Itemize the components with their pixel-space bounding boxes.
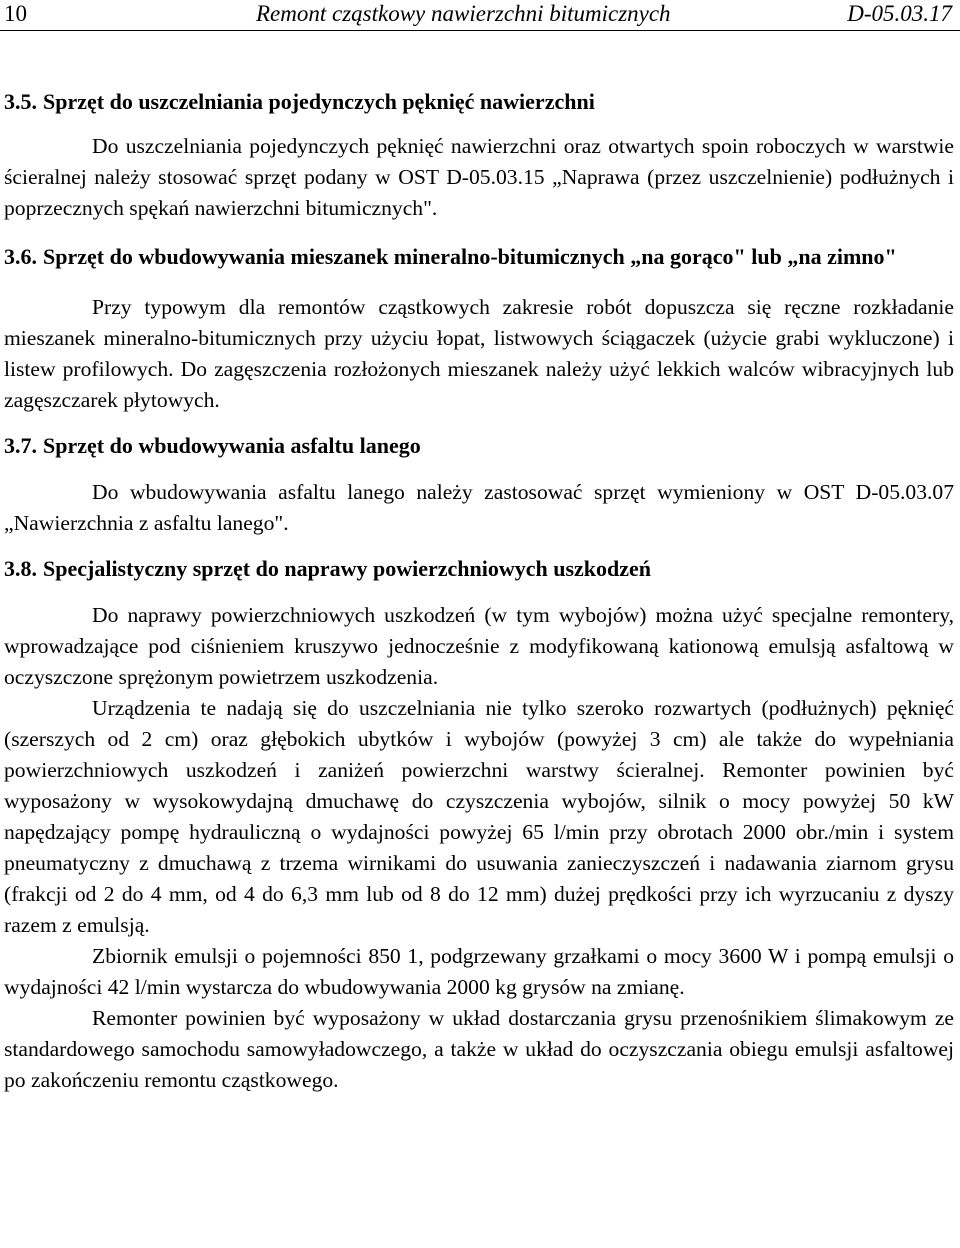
paragraph: Do uszczelniania pojedynczych pęknięć nawierzchni oraz otwartych spoin roboczych w warstwie ścieralnej należy stosować sprzęt podany w OST D-05.03.15 „Naprawa (przez uszczelnienie) podłużnych i poprzecznych spękań nawierzchni bitumicznych". [4,134,954,220]
section-heading-3-7 [4,430,954,461]
paragraph: Do wbudowywania asfaltu lanego należy zastosować sprzęt wymieniony w OST D-05.03.07 „Nawierzchnia z asfaltu lanego". [4,480,954,535]
page-header [0,0,960,31]
section-number: 3.6. [4,244,37,269]
section-number: 3.7. [4,433,37,458]
paragraph: Przy typowym dla remontów cząstkowych zakresie robót dopuszcza się ręczne rozkładanie mieszanek mineralno-bitumicznych przy użyciu łopat, listwowych ściągaczek (użycie grabi wykluczone) i listew profilowych. Do zagęszczenia rozłożonych mieszanek należy użyć lekkich walców wibracyjnych lub zagęszczarek płytowych. [4,295,954,412]
document-body [4,86,954,1096]
section-title: Specjalistyczny sprzęt do naprawy powierzchniowych uszkodzeń [43,556,652,581]
document-title: Remont cząstkowy nawierzchni bitumicznych [256,1,671,26]
section-title: Sprzęt do wbudowywania asfaltu lanego [43,433,421,458]
paragraph: Remonter powinien być wyposażony w układ dostarczania grysu przenośnikiem ślimakowym ze standardowego samochodu samowyładowczego, a także w układ do oczyszczania obiegu emulsji asfaltowej po zakończeniu remontu cząstkowego. [4,1006,954,1092]
page-number: 10 [4,1,27,26]
section-title: Sprzęt do uszczelniania pojedynczych pęknięć nawierzchni [43,89,595,114]
paragraph: Zbiornik emulsji o pojemności 850 1, podgrzewany grzałkami o mocy 3600 W i pompą emulsji o wydajności 42 l/min wystarcza do wbudowywania 2000 kg grysów na zmianę. [4,944,954,999]
section-number: 3.5. [4,89,37,114]
paragraph: Do naprawy powierzchniowych uszkodzeń (w tym wybojów) można użyć specjalne remontery, wprowadzające pod ciśnieniem kruszywo jednocześnie z modyfikowaną kationową emulsją asfaltową w oczyszczone sprężonym powietrzem uszkodzenia. [4,603,954,689]
document-code: D-05.03.17 [847,1,952,26]
section-title: Sprzęt do wbudowywania mieszanek mineralno-bitumicznych „na gorąco" lub „na zimno" [43,244,897,269]
section-heading-3-8 [4,553,954,584]
paragraph: Urządzenia te nadają się do uszczelniania nie tylko szeroko rozwartych (podłużnych) pęknięć (szerszych od 2 cm) oraz głębokich ubytków i wybojów (powyżej 3 cm) ale także do wypełniania powierzchniowych uszkodzeń i zaniżeń powierzchni warstwy ścieralnej. Remonter powinien być wyposażony w wysokowydajną dmuchawę do czyszczenia wybojów, silnik o mocy powyżej 50 kW napędzający pompę hydrauliczną o wydajności powyżej 65 l/min przy obrotach 2000 obr./min i system pneumatyczny z dmuchawą z trzema wirnikami do usuwania zanieczyszczeń i nadawania ziarnom grysu (frakcji od 2 do 4 mm, od 4 do 6,3 mm lub od 8 do 12 mm) dużej prędkości przy ich wyrzucaniu z dyszy razem z emulsją. [4,696,954,937]
section-heading-3-5 [4,86,954,117]
section-heading-3-6 [4,241,954,272]
section-number: 3.8. [4,556,37,581]
